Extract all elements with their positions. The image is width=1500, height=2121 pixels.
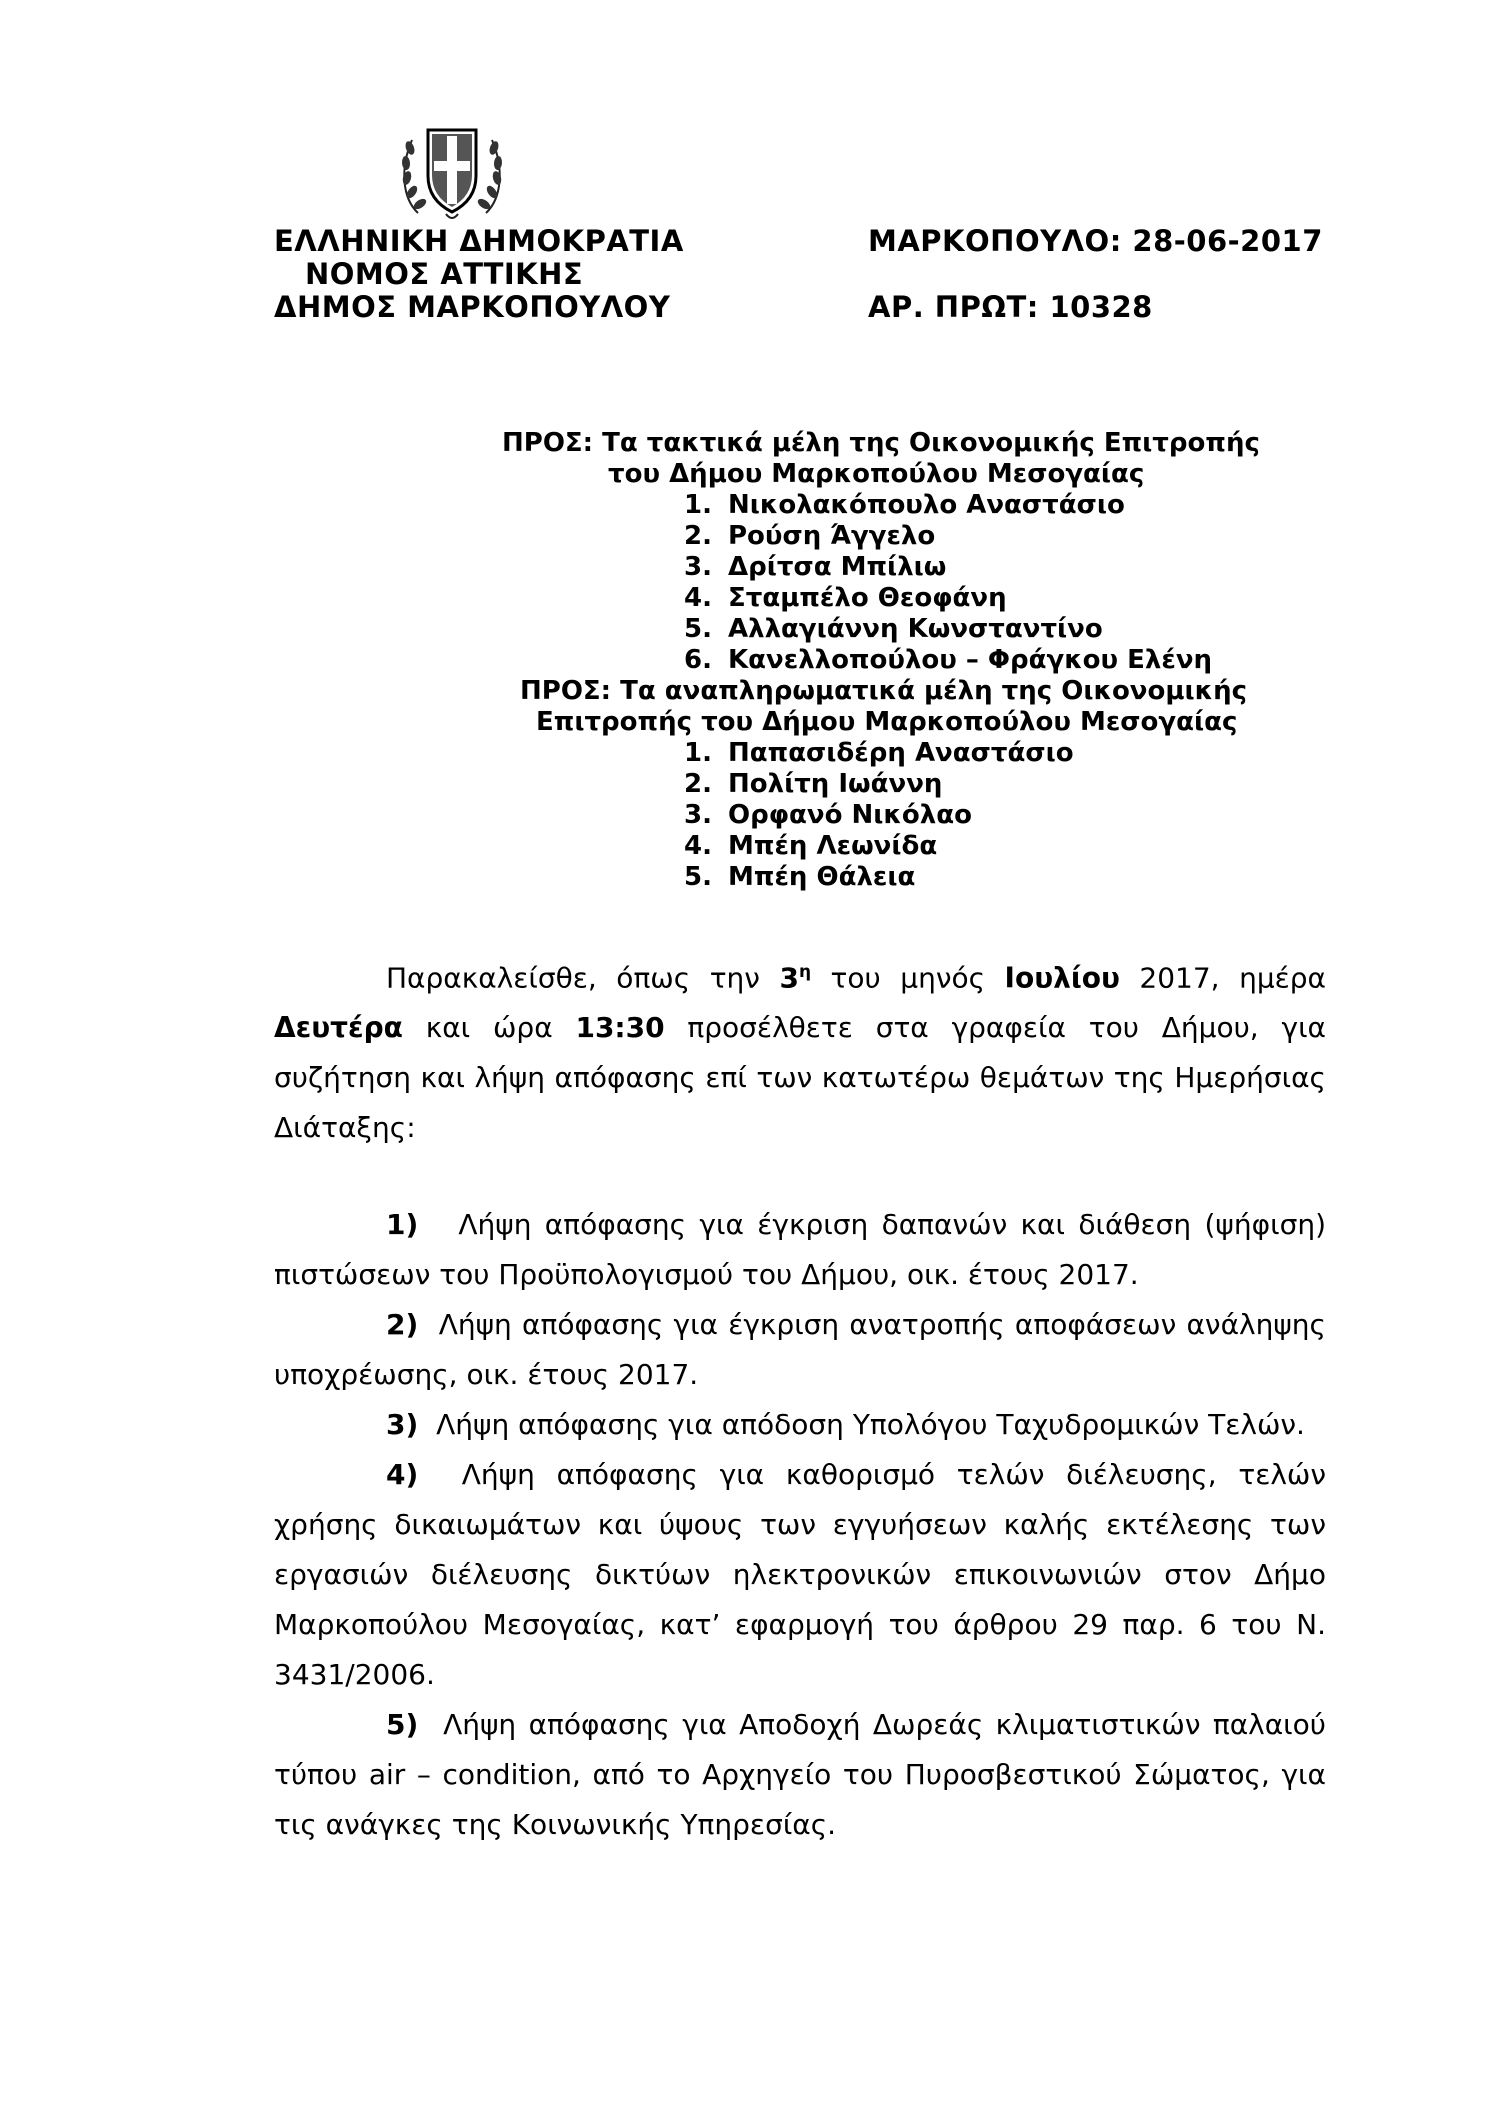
header-protocol-number: ΑΡ. ΠΡΩΤ: 10328 xyxy=(868,290,1153,324)
agenda-item: 4) Λήψη απόφασης για καθορισμό τελών διέλευσης, τελών χρήσης δικαιωμάτων και ύψους των εγγυήσεων καλής εκτέλεσης των εργασιών διέλευσης δικτύων ηλεκτρονικών επικοινωνιών στον Δήμο Μαρκοπούλου Μεσογαίας, κατ’ εφαρμογή του άρθρου 29 παρ. 6 του Ν. 3431/2006. xyxy=(274,1458,1326,1691)
agenda-item: 2) Λήψη απόφασης για έγκριση ανατροπής αποφάσεων ανάληψης υποχρέωσης, οικ. έτους 2017. xyxy=(274,1308,1326,1391)
alternate-members-heading-line2: Επιτροπής του Δήμου Μαρκοπούλου Μεσογαίας xyxy=(536,707,1238,737)
regular-members-heading-line1: ΠΡΟΣ: Τα τακτικά μέλη της Οικονομικής Επιτροπής xyxy=(502,428,1260,458)
list-item: 1. Νικολακόπουλο Αναστάσιο xyxy=(684,490,1125,520)
greek-coat-of-arms-emblem xyxy=(398,118,506,224)
header-prefecture: ΝΟΜΟΣ ΑΤΤΙΚΗΣ xyxy=(305,257,584,291)
list-item: 1. Παπασιδέρη Αναστάσιο xyxy=(684,738,1074,768)
agenda-item: 3) Λήψη απόφασης για απόδοση Υπολόγου Ταχυδρομικών Τελών. xyxy=(386,1408,1305,1441)
agenda-item: 1) Λήψη απόφασης για έγκριση δαπανών και διάθεση (ψήφιση) πιστώσεων του Προϋπολογισμού του Δήμου, οικ. έτους 2017. xyxy=(274,1208,1326,1291)
header-country: ΕΛΛΗΝΙΚΗ ΔΗΜΟΚΡΑΤΙΑ xyxy=(274,224,684,258)
list-item: 4. Σταμπέλο Θεοφάνη xyxy=(684,583,1007,613)
list-item: 3. Ορφανό Νικόλαο xyxy=(684,800,972,830)
invitation-paragraph xyxy=(274,947,1326,1153)
list-item: 5. Αλλαγιάννη Κωνσταντίνο xyxy=(684,614,1103,644)
invitation-text: Παρακαλείσθε, όπως την $3^\eta$ του μηνός Ιουλίου 2017, ημέρα Δευτέρα και ώρα 13:30 προσέλθετε στα γραφεία του Δήμου, για συζήτηση και λήψη απόφασης επί των κατωτέρω θεμάτων της Ημερήσιας Διάταξης: xyxy=(274,961,1327,1145)
list-item: 2. Πολίτη Ιωάννη xyxy=(684,769,943,799)
regular-members-heading-line2: του Δήμου Μαρκοπούλου Μεσογαίας xyxy=(608,459,1145,489)
list-item: 3. Δρίτσα Μπίλιω xyxy=(684,552,947,582)
agenda-list xyxy=(274,1200,1326,1850)
list-item: 4. Μπέη Λεωνίδα xyxy=(684,831,938,861)
list-item: 6. Κανελλοπούλου – Φράγκου Ελένη xyxy=(684,645,1213,675)
list-item: 2. Ρούση Άγγελο xyxy=(684,521,936,551)
list-item: 5. Μπέη Θάλεια xyxy=(684,862,916,892)
header-municipality: ΔΗΜΟΣ ΜΑΡΚΟΠΟΥΛΟΥ xyxy=(274,290,671,324)
header-date: ΜΑΡΚΟΠΟΥΛΟ: 28-06-2017 xyxy=(868,224,1323,258)
agenda-item: 5) Λήψη απόφασης για Αποδοχή Δωρεάς κλιματιστικών παλαιού τύπου air – condition, από το Αρχηγείο του Πυροσβεστικού Σώματος, για τις ανάγκες της Κοινωνικής Υπηρεσίας. xyxy=(274,1708,1326,1841)
alternate-members-heading-line1: ΠΡΟΣ: Τα αναπληρωματικά μέλη της Οικονομικής xyxy=(520,676,1248,706)
